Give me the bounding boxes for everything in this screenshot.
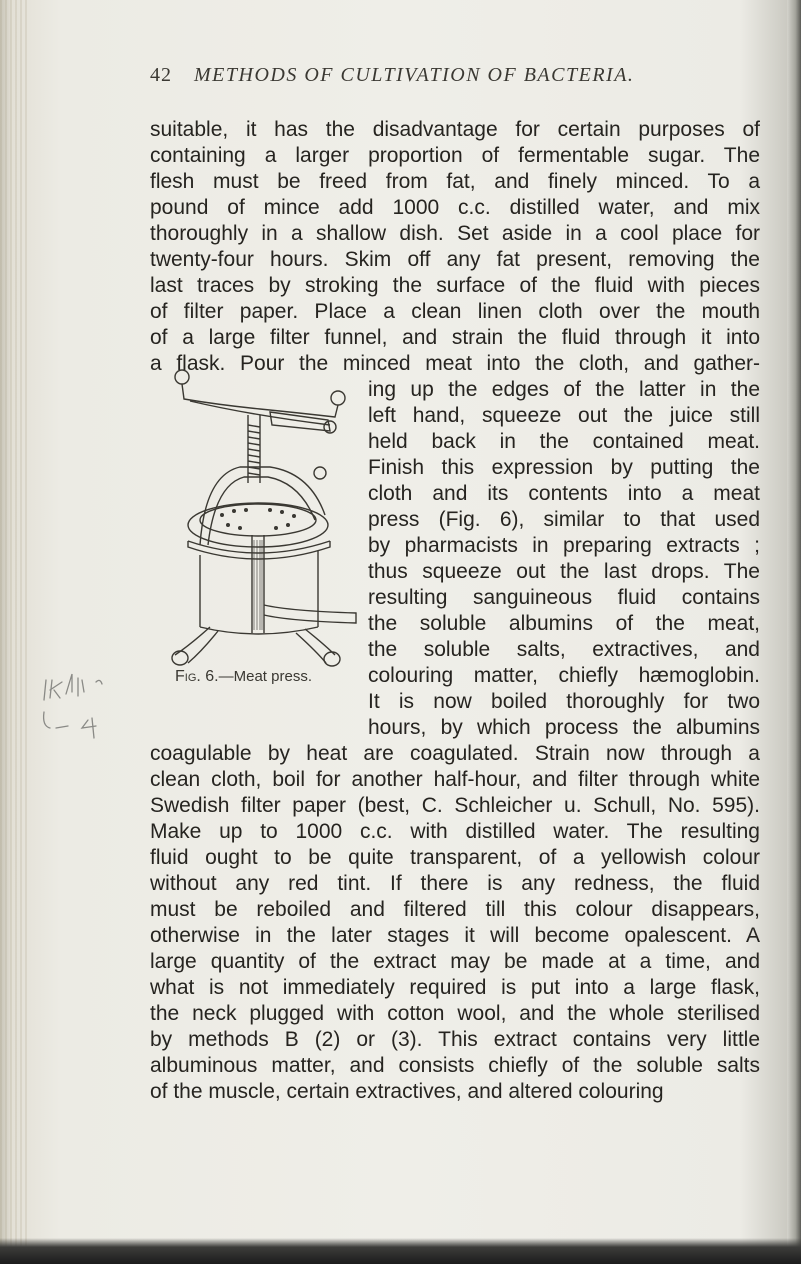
text-line: clean cloth, boil for another half-hour, and filter through white — [150, 768, 760, 791]
text-line: last traces by stroking the surface of the fluid with pieces — [150, 274, 760, 297]
figure-caption — [175, 668, 312, 686]
text-line: pound of mince add 1000 c.c. distilled water, and mix — [150, 196, 760, 219]
text-line: suitable, it has the disadvantage for certain purposes of — [150, 118, 760, 141]
text-line: Finish this expression by putting the — [368, 456, 760, 479]
text-line: of filter paper. Place a clean linen cloth over the mouth — [150, 300, 760, 323]
text-line: the neck plugged with cotton wool, and the whole sterilised — [150, 1002, 760, 1025]
text-line: press (Fig. 6), similar to that used — [368, 508, 760, 531]
text-line: held back in the contained meat. — [368, 430, 760, 453]
text-line: large quantity of the extract may be made at a time, and — [150, 950, 760, 973]
text-line: containing a larger proportion of fermentable sugar. The — [150, 144, 760, 167]
text-line: the soluble salts, extractives, and — [368, 638, 760, 661]
text-line: resulting sanguineous fluid contains — [368, 586, 760, 609]
page-edge-bottom — [0, 1238, 801, 1264]
text-line: cloth and its contents into a meat — [368, 482, 760, 505]
text-line: left hand, squeeze out the juice still — [368, 404, 760, 427]
running-header — [150, 64, 770, 87]
text-line: albuminous matter, and consists chiefly of the soluble salts — [150, 1054, 760, 1077]
page-edge-right — [787, 0, 801, 1264]
text-line: what is not immediately required is put into a large flask, — [150, 976, 760, 999]
text-line: coagulable by heat are coagulated. Strain now through a — [150, 742, 760, 765]
meat-press-illustration — [160, 365, 365, 670]
text-line: thus squeeze out the last drops. The — [368, 560, 760, 583]
text-line: Make up to 1000 c.c. with distilled water. The resulting — [150, 820, 760, 843]
text-line: by pharmacists in preparing extracts ; — [368, 534, 760, 557]
text-line: by methods B (2) or (3). This extract contains very little — [150, 1028, 760, 1051]
text-line: of the muscle, certain extractives, and altered colouring — [150, 1080, 664, 1103]
text-line: the soluble albumins of the meat, — [368, 612, 760, 635]
text-line: twenty-four hours. Skim off any fat present, removing the — [150, 248, 760, 271]
text-line: ing up the edges of the latter in the — [368, 378, 760, 401]
figure-label: Fig. 6. — [175, 668, 219, 685]
text-line: without any red tint. If there is any redness, the fluid — [150, 872, 760, 895]
text-line: a flask. Pour the minced meat into the cloth, and gather- — [150, 352, 760, 375]
margin-pencil-marks — [38, 668, 128, 748]
text-line: of a large filter funnel, and strain the fluid through it into — [150, 326, 760, 349]
text-line: It is now boiled thoroughly for two — [368, 690, 760, 713]
text-line: Swedish filter paper (best, C. Schleicher u. Schull, No. 595). — [150, 794, 760, 817]
text-line: must be reboiled and filtered till this colour disappears, — [150, 898, 760, 921]
text-line: colouring matter, chiefly hæmoglobin. — [368, 664, 760, 687]
text-line: fluid ought to be quite transparent, of a yellowish colour — [150, 846, 760, 869]
text-line: otherwise in the later stages it will become opalescent. A — [150, 924, 760, 947]
text-line: flesh must be freed from fat, and finely minced. To a — [150, 170, 760, 193]
text-line: thoroughly in a shallow dish. Set aside in a cool place for — [150, 222, 760, 245]
page-number: 42 — [150, 64, 172, 86]
running-title: METHODS OF CULTIVATION OF BACTERIA. — [194, 64, 635, 86]
binding-shadow — [0, 0, 30, 1264]
figure-caption-text: —Meat press. — [218, 668, 312, 685]
text-line: hours, by which process the albumins — [368, 716, 760, 739]
